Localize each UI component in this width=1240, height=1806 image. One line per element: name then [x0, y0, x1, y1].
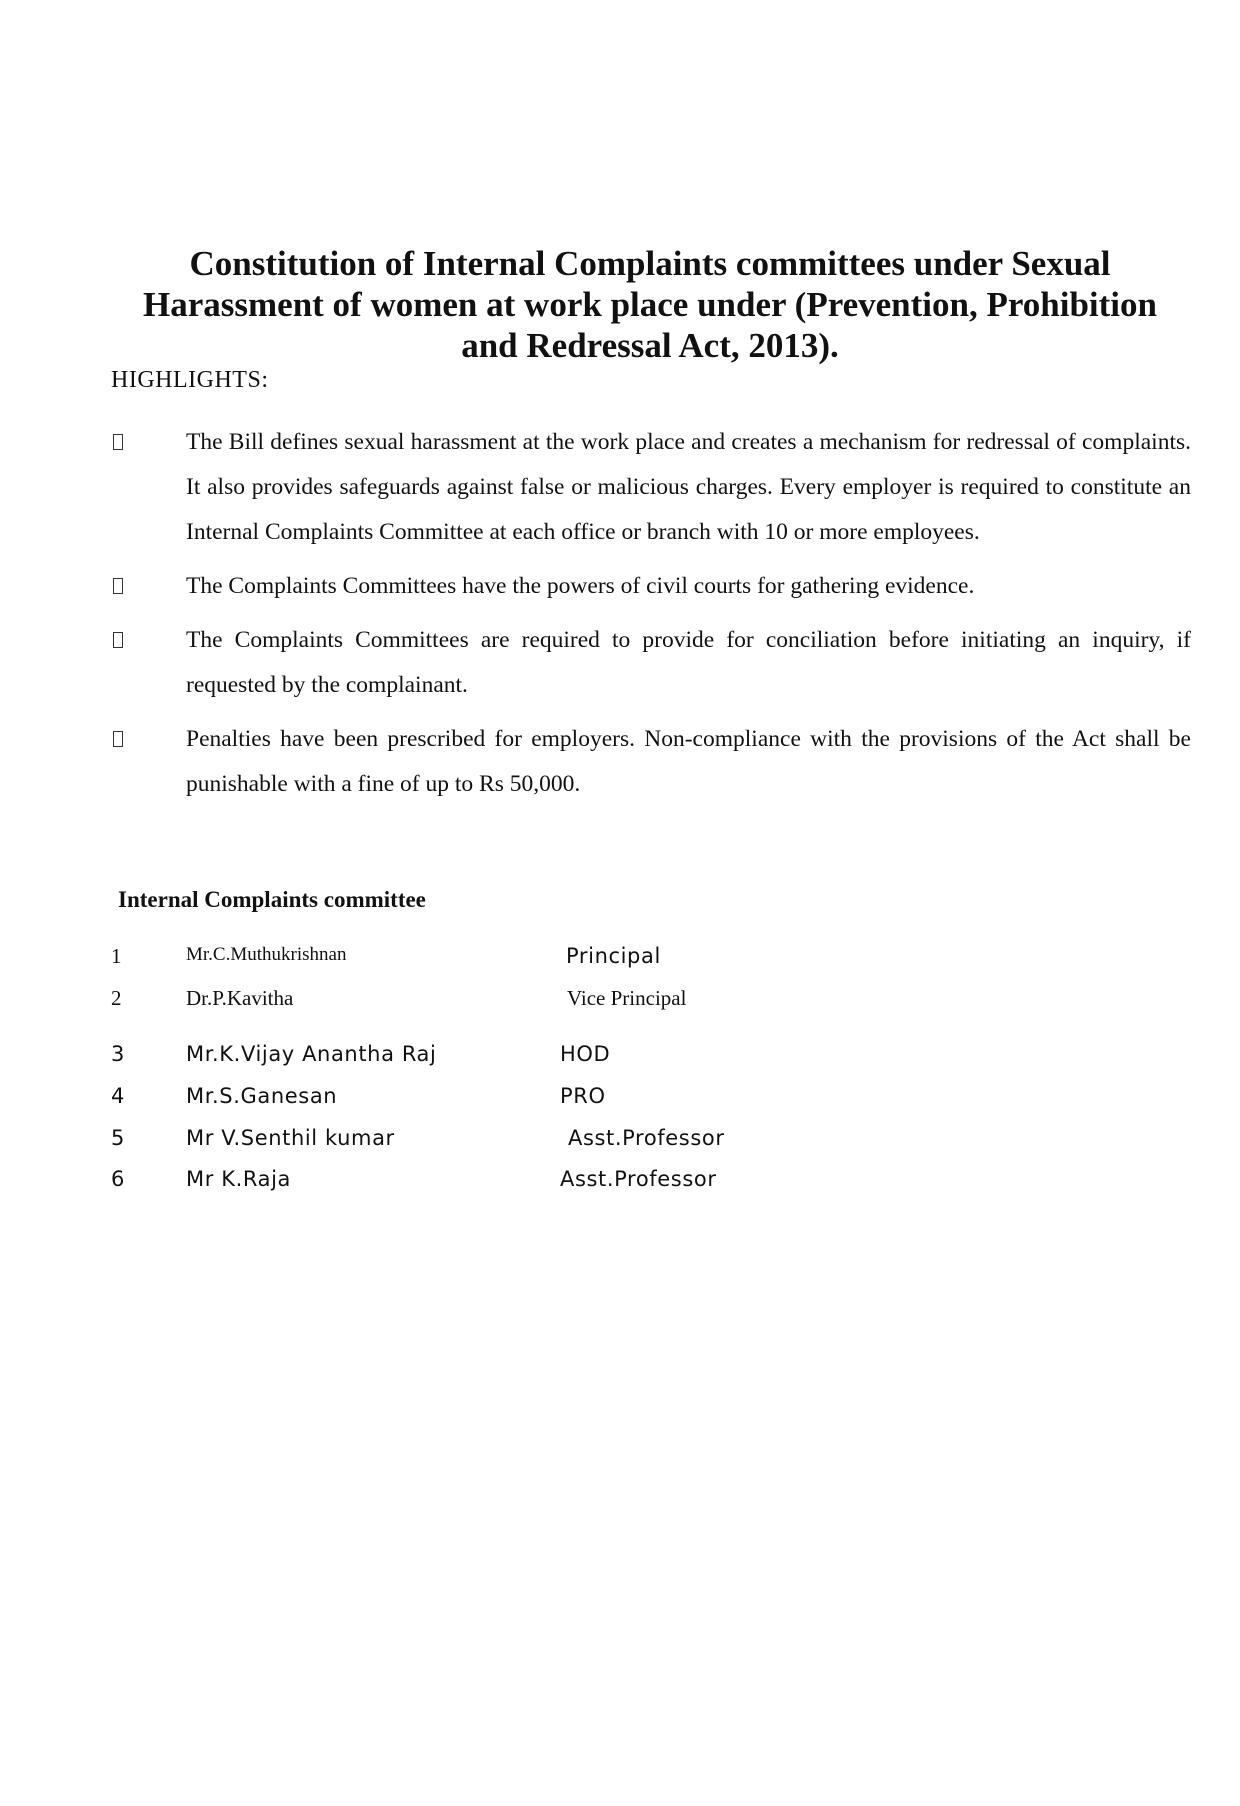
member-name: Dr.P.Kavitha	[186, 986, 294, 1010]
member-row	[111, 986, 811, 1018]
document-title: Constitution of Internal Complaints committees under Sexual Harassment of women at work place under (Prevention, Prohibition and Redressal Act, 2013).	[143, 244, 1157, 365]
member-row	[111, 1167, 811, 1199]
member-number: 6	[111, 1167, 125, 1191]
highlight-item	[111, 420, 1191, 555]
member-row	[111, 1084, 811, 1116]
member-row	[111, 944, 811, 976]
highlight-text: Penalties have been prescribed for employers. Non-compliance with the provisions of the Act shall be punishable with a fine of up to Rs 50,000.	[186, 726, 1191, 797]
member-number: 4	[111, 1084, 125, 1108]
highlights-heading: HIGHLIGHTS:	[111, 367, 269, 393]
member-name: Mr.C.Muthukrishnan	[186, 944, 347, 965]
member-name: Mr.S.Ganesan	[186, 1084, 338, 1108]
highlight-item	[111, 717, 1191, 807]
bullet-box-icon	[113, 434, 123, 450]
member-number: 1	[111, 944, 122, 968]
member-row	[111, 1126, 811, 1158]
member-number: 2	[111, 986, 122, 1010]
highlight-item	[111, 618, 1191, 708]
bullet-box-icon	[113, 632, 123, 648]
member-row	[111, 1042, 811, 1074]
highlight-text: The Complaints Committees have the powers of civil courts for gathering evidence.	[186, 573, 975, 599]
member-name: Mr.K.Vijay Anantha Raj	[186, 1042, 437, 1066]
member-role: Asst.Professor	[568, 1126, 725, 1150]
member-role: HOD	[560, 1042, 611, 1066]
member-role: PRO	[560, 1084, 606, 1108]
highlight-text: The Bill defines sexual harassment at the work place and creates a mechanism for redressal of complaints. It also provides safeguards against false or malicious charges. Every employer is required to constitute an Internal Complaints Committee at each office or branch with 10 or more employees.	[186, 429, 1191, 545]
member-number: 3	[111, 1042, 125, 1066]
bullet-box-icon	[113, 578, 123, 594]
member-role: Principal	[566, 944, 661, 968]
member-name: Mr V.Senthil kumar	[186, 1126, 395, 1150]
member-role: Vice Principal	[567, 986, 687, 1010]
member-role: Asst.Professor	[560, 1167, 717, 1191]
member-name: Mr K.Raja	[186, 1167, 291, 1191]
highlight-text: The Complaints Committees are required to provide for conciliation before initiating an inquiry, if requested by the complainant.	[186, 627, 1191, 698]
committee-heading: Internal Complaints committee	[118, 887, 426, 912]
highlights-list	[111, 420, 1191, 816]
highlight-item	[111, 564, 1191, 609]
member-number: 5	[111, 1126, 125, 1150]
bullet-box-icon	[113, 731, 123, 747]
